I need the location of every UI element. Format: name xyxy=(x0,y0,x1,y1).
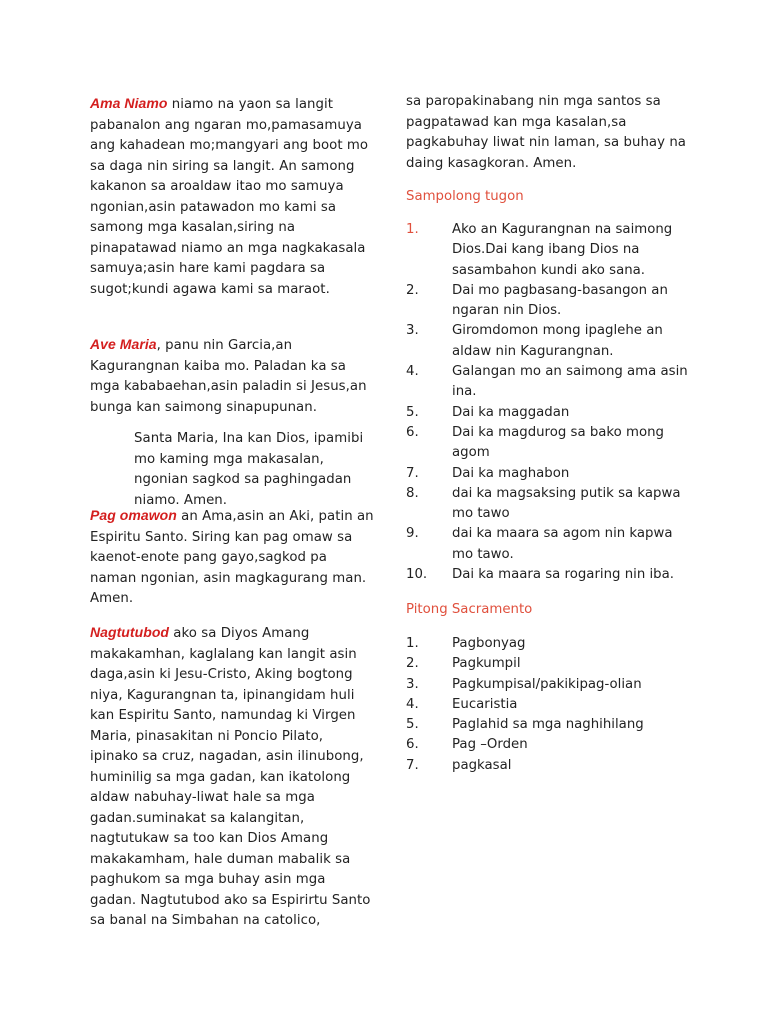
list-item xyxy=(406,715,696,735)
list-item xyxy=(406,464,696,484)
list-item xyxy=(406,634,696,654)
list-number: 2. xyxy=(406,282,419,298)
list-number: 6. xyxy=(406,424,419,440)
list-text: Pag –Orden xyxy=(452,737,528,753)
list-number: 3. xyxy=(406,676,419,692)
list-item xyxy=(406,524,696,565)
nagtutubod-continuation: sa paropakinabang nin mga santos sa pagpatawad kan mga kasalan,sa pagkabuhay liwat nin laman, sa buhay na daing kasagkoran. Amen. xyxy=(406,94,687,171)
pag-omawon-text: an Ama,asin an Aki, patin an Espiritu Santo. Siring kan pag omaw sa kaenot-enote pang gayo,sagkod pa naman ngonian, asin magkagurang man. Amen. xyxy=(90,509,374,606)
list-item xyxy=(406,675,696,695)
list-text: Dai ka maara sa rogaring nin iba. xyxy=(452,567,674,583)
ave-maria-heading: Ave Maria xyxy=(90,336,157,352)
santa-maria-paragraph xyxy=(90,429,375,511)
list-item xyxy=(406,735,696,755)
list-text: Giromdomon mong ipaglehe an aldaw nin Kagurangnan. xyxy=(452,323,663,359)
list-number: 4. xyxy=(406,696,419,712)
list-number: 9. xyxy=(406,526,419,542)
ama-niamo-heading: Ama Niamo xyxy=(90,95,168,111)
pag-omawon-paragraph xyxy=(90,505,375,610)
list-number: 5. xyxy=(406,717,419,733)
list-text: Pagkumpisal/pakikipag-olian xyxy=(452,676,642,692)
list-text: Pagbonyag xyxy=(452,636,526,651)
list-number: 5. xyxy=(406,404,419,420)
list-text: Dai mo pagbasang-basangon an ngaran nin Dios. xyxy=(452,282,668,319)
list-text: Eucaristia xyxy=(452,696,518,712)
list-item xyxy=(406,220,696,281)
ave-maria-paragraph xyxy=(90,334,375,418)
list-text: Pagkumpil xyxy=(452,656,521,672)
list-text: Ako an Kagurangnan na saimong Dios.Dai kang ibang Dios na sasambahon kundi ako sana. xyxy=(452,222,673,278)
list-number: 2. xyxy=(406,656,419,672)
sampolong-tugon-list xyxy=(406,220,696,585)
list-text: Galangan mo an saimong ama asin ina. xyxy=(452,364,688,400)
list-item xyxy=(406,654,696,674)
list-item xyxy=(406,484,696,525)
list-item xyxy=(406,756,696,776)
list-text: dai ka maara sa agom nin kapwa mo tawo. xyxy=(452,526,673,562)
nagtutubod-text: ako sa Diyos Amang makakamhan, kaglalang kan langit asin daga,asin ki Jesu-Cristo, Aking bogtong niya, Kagurangnan ta, ipinangidam huli kan Espiritu Santo, namundag ki Virgen Maria, pinasakitan ni Poncio Pilato, ipinako sa cruz, nagadan, asin ilinubong, huminilig sa mga gadan, kan ikatolong aldaw nabuhay-liwat hale sa mga gadan.suminakat sa kalangitan, nagtutukaw sa too kan Dios Amang makakamham, hale duman mabalik sa paghukom sa mga buhay asin mga gadan. Nagtutubod ako sa Espirirtu Santo sa banal na Simbahan na catolico, xyxy=(90,626,371,928)
list-number: 7. xyxy=(406,465,419,481)
list-text: Dai ka maggadan xyxy=(452,404,570,420)
list-number: 10. xyxy=(406,567,428,583)
list-item xyxy=(406,695,696,715)
nagtutubod-heading: Nagtutubod xyxy=(90,624,170,640)
pag-omawon-heading: Pag omawon xyxy=(90,507,177,523)
pitong-sacramento-list xyxy=(406,634,696,776)
list-text: dai ka magsaksing putik sa kapwa mo tawo xyxy=(452,485,681,522)
list-number: 6. xyxy=(406,737,419,753)
ama-niamo-text: niamo na yaon sa langit pabanalon ang ngaran mo,pamasamuya ang kahadean mo;mangyari ang boot mo sa daga nin siring sa langit. An samong kakanon sa aroaldaw itao mo samuya ngonian,asin patawadon mo kami sa samong mga kasalan,siring na pinapatawad niamo an mga nagkakasala samuya;asin hare kami pagdara sa sugot;kundi agawa kami sa maraot. xyxy=(90,97,369,297)
list-item xyxy=(406,362,696,403)
pitong-sacramento-title: Pitong Sacramento xyxy=(406,602,533,617)
ave-maria-text: , panu nin Garcia,an Kagurangnan kaiba mo. Paladan ka sa mga kababaehan,asin paladin si Jesus,an bunga kan saimong sinapupunan. xyxy=(90,338,367,415)
ama-niamo-paragraph xyxy=(90,93,375,300)
list-number: 1. xyxy=(406,636,419,651)
list-item xyxy=(406,403,696,423)
sampolong-tugon-title: Sampolong tugon xyxy=(406,189,524,204)
list-number: 8. xyxy=(406,485,419,501)
list-number: 4. xyxy=(406,364,419,380)
list-text: Dai ka maghabon xyxy=(452,465,570,481)
list-number: 3. xyxy=(406,323,419,339)
list-item xyxy=(406,565,696,585)
list-number: 1. xyxy=(406,222,419,237)
list-text: Dai ka magdurog sa bako mong agom xyxy=(452,424,664,461)
list-item xyxy=(406,423,696,464)
list-text: Paglahid sa mga naghihilang xyxy=(452,717,644,733)
list-item xyxy=(406,321,696,362)
list-item xyxy=(406,281,696,322)
list-text: pagkasal xyxy=(452,757,512,773)
nagtutubod-paragraph xyxy=(90,622,375,932)
list-number: 7. xyxy=(406,757,419,773)
santa-maria-text: Santa Maria, Ina kan Dios, ipamibi mo kaming mga makasalan, ngonian sagkod sa paghingadan niamo. Amen. xyxy=(134,431,364,508)
